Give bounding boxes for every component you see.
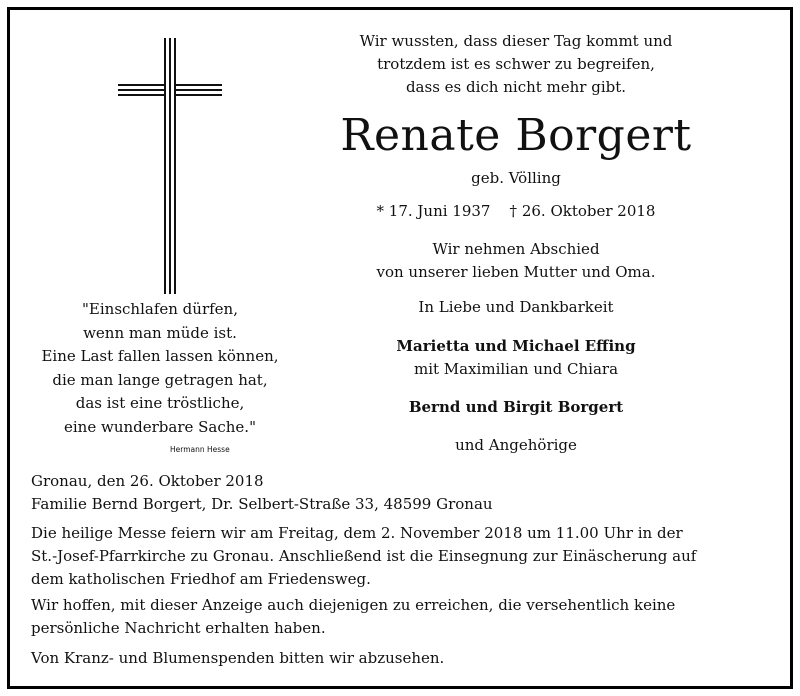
farewell-line: von unserer lieben Mutter und Oma. — [376, 263, 656, 281]
verse-line: trotzdem ist es schwer zu begreifen, — [377, 55, 655, 73]
mourner-family-1: Marietta und Michael Effing — [396, 337, 636, 355]
verse-line: dass es dich nicht mehr gibt. — [405, 78, 627, 96]
mourner-family-2: Bernd und Birgit Borgert — [408, 398, 624, 416]
farewell-line: Wir nehmen Abschied — [432, 240, 600, 258]
notice-info — [31, 594, 771, 640]
mourner-relatives: und Angehörige — [455, 436, 577, 454]
quote-line: die man lange getragen hat, — [52, 370, 268, 389]
notice-line: persönliche Nachricht erhalten haben. — [31, 619, 326, 637]
quote-line: eine wunderbare Sache." — [64, 417, 256, 436]
notice-line: Wir hoffen, mit dieser Anzeige auch diejenigen zu erreichen, die versehentlich keine — [31, 596, 676, 614]
quote-line: das ist eine tröstliche, — [75, 394, 245, 412]
mass-line: dem katholischen Friedhof am Friedensweg. — [31, 570, 371, 588]
mass-line: St.-Josef-Pfarrkirche zu Gronau. Anschließend ist die Einsegnung zur Einäscherung auf — [31, 547, 697, 565]
opening-verse — [296, 30, 736, 99]
flowers-note: Von Kranz- und Blumenspenden bitten wir abzusehen. — [31, 649, 445, 667]
birth-name: geb. Völling — [471, 169, 561, 187]
quote-author: Hermann Hesse — [170, 445, 230, 454]
family-address: Familie Bernd Borgert, Dr. Selbert-Straße 33, 48599 Gronau — [31, 495, 493, 513]
mass-line: Die heilige Messe feiern wir am Freitag, dem 2. November 2018 um 11.00 Uhr in der — [31, 524, 683, 542]
quote-line: "Einschlafen dürfen, — [82, 300, 238, 318]
mass-info — [31, 522, 771, 591]
quote-poem — [24, 298, 296, 439]
cross-icon — [118, 38, 222, 294]
life-dates: * 17. Juni 1937 † 26. Oktober 2018 — [376, 202, 656, 220]
deceased-name: Renate Borgert — [340, 110, 692, 161]
closing-line: In Liebe und Dankbarkeit — [418, 298, 614, 316]
verse-line: Wir wussten, dass dieser Tag kommt und — [359, 32, 673, 50]
place-date: Gronau, den 26. Oktober 2018 — [31, 472, 264, 490]
contact-info — [31, 470, 771, 516]
quote-line: Eine Last fallen lassen können, — [41, 347, 279, 365]
mourner-family-1-children: mit Maximilian und Chiara — [413, 360, 619, 378]
quote-line: wenn man müde ist. — [83, 323, 237, 342]
farewell-text — [296, 238, 736, 284]
